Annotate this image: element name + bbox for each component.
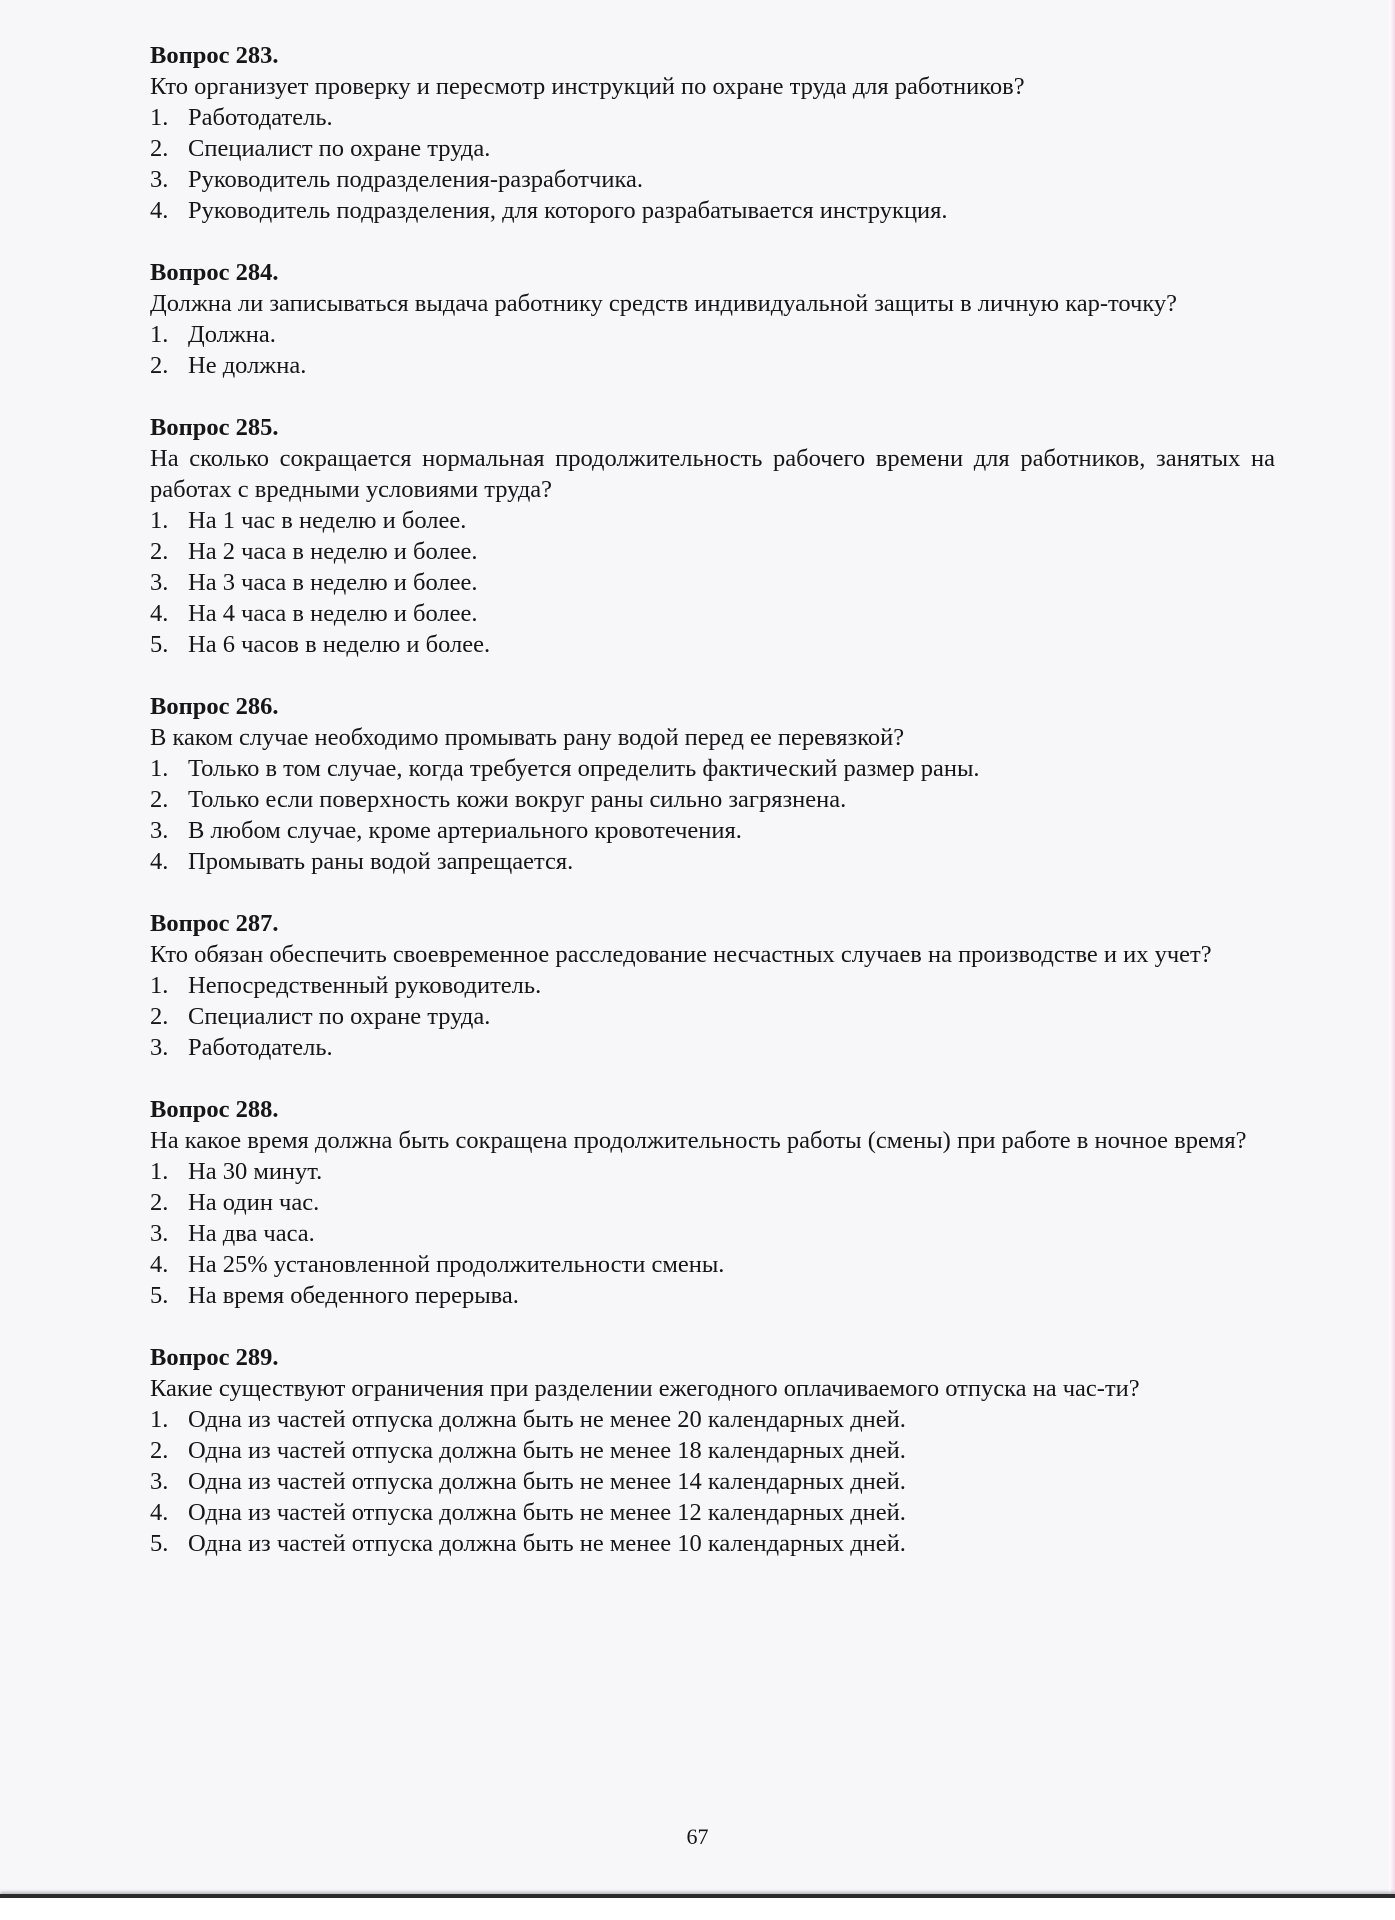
answer-option [150,815,1275,846]
question-title: Вопрос 284. [150,259,279,286]
answer-number: 5. [150,1282,169,1309]
question-title: Вопрос 288. [150,1096,279,1123]
answer-number: 5. [150,631,169,658]
question-block [150,1094,1275,1311]
answer-text: Руководитель подразделения-разработчика. [188,166,643,193]
answer-option [150,970,1275,1001]
answer-option [150,1497,1275,1528]
answer-option [150,1528,1275,1559]
answer-list [150,505,1275,660]
answer-number: 1. [150,1158,169,1185]
answer-option [150,1435,1275,1466]
answer-number: 2. [150,135,169,162]
question-text: Кто организует проверку и пересмотр инструкций по охране труда для работников? [150,73,1025,100]
answer-text: На 1 час в неделю и более. [188,507,467,534]
page-number: 67 [686,1824,709,1849]
answer-number: 2. [150,538,169,565]
answer-number: 4. [150,1251,169,1278]
answer-text: Одна из частей отпуска должна быть не менее 18 календарных дней. [188,1437,906,1464]
answer-number: 3. [150,166,169,193]
answer-list [150,102,1275,226]
answer-option [150,1156,1275,1187]
answer-option [150,319,1275,350]
answer-number: 2. [150,786,169,813]
question-title: Вопрос 285. [150,414,279,441]
question-title: Вопрос 289. [150,1344,279,1371]
answer-number: 2. [150,1003,169,1030]
answer-text: Специалист по охране труда. [188,135,491,162]
answer-text: На один час. [188,1189,320,1216]
answer-option [150,505,1275,536]
question-text: На какое время должна быть сокращена продолжительность работы (смены) при работе в ночное время? [150,1127,1247,1154]
answer-number: 3. [150,1468,169,1495]
answer-option [150,753,1275,784]
page-right-edge [1389,0,1395,1920]
answer-option [150,1032,1275,1063]
question-text: Кто обязан обеспечить своевременное расследование несчастных случаев на производстве и их учет? [150,941,1212,968]
answer-text: Должна. [188,321,276,348]
question-title: Вопрос 287. [150,910,279,937]
answer-text: На 25% установленной продолжительности смены. [188,1251,725,1278]
answer-text: На время обеденного перерыва. [188,1282,519,1309]
question-text: На сколько сокращается нормальная продолжительность рабочего времени для работников, занятых на работах с вредными условиями труда? [150,445,1275,503]
answer-text: Непосредственный руководитель. [188,972,542,999]
answer-option [150,1466,1275,1497]
answer-text: Работодатель. [188,1034,333,1061]
answer-text: Только если поверхность кожи вокруг раны сильно загрязнена. [188,786,847,813]
answer-option [150,1280,1275,1311]
answer-number: 3. [150,1034,169,1061]
answer-option [150,1249,1275,1280]
answer-number: 1. [150,104,169,131]
answer-list [150,753,1275,877]
answer-option [150,164,1275,195]
answer-text: Специалист по охране труда. [188,1003,491,1030]
question-block [150,1342,1275,1559]
answer-option [150,846,1275,877]
answer-text: Только в том случае, когда требуется определить фактический размер раны. [188,755,980,782]
answer-number: 4. [150,197,169,224]
answer-number: 5. [150,1530,169,1557]
question-text: Какие существуют ограничения при разделении ежегодного оплачиваемого отпуска на час-ти? [150,1375,1140,1402]
answer-text: На 30 минут. [188,1158,323,1185]
question-block [150,412,1275,660]
answer-number: 2. [150,1189,169,1216]
answer-number: 1. [150,972,169,999]
answer-number: 3. [150,1220,169,1247]
question-title: Вопрос 286. [150,693,279,720]
answer-number: 4. [150,600,169,627]
question-list [150,40,1275,1590]
answer-number: 3. [150,569,169,596]
answer-option [150,133,1275,164]
answer-text: Одна из частей отпуска должна быть не менее 12 календарных дней. [188,1499,906,1526]
answer-option [150,784,1275,815]
answer-text: Промывать раны водой запрещается. [188,848,574,875]
answer-number: 1. [150,755,169,782]
answer-option [150,350,1275,381]
scanner-bottom-edge [0,1894,1395,1920]
answer-option [150,195,1275,226]
answer-text: На два часа. [188,1220,315,1247]
answer-option [150,1001,1275,1032]
answer-text: Не должна. [188,352,307,379]
answer-number: 2. [150,352,169,379]
answer-option [150,536,1275,567]
answer-number: 2. [150,1437,169,1464]
answer-number: 1. [150,507,169,534]
answer-text: Одна из частей отпуска должна быть не менее 20 календарных дней. [188,1406,906,1433]
answer-text: Руководитель подразделения, для которого разрабатывается инструкция. [188,197,948,224]
answer-list [150,970,1275,1063]
answer-option [150,629,1275,660]
answer-text: В любом случае, кроме артериального кровотечения. [188,817,742,844]
answer-option [150,598,1275,629]
answer-number: 1. [150,1406,169,1433]
answer-option [150,1218,1275,1249]
answer-option [150,102,1275,133]
answer-number: 4. [150,1499,169,1526]
answer-number: 1. [150,321,169,348]
question-block [150,40,1275,226]
question-block [150,257,1275,381]
answer-option [150,567,1275,598]
answer-text: На 4 часа в неделю и более. [188,600,478,627]
answer-number: 4. [150,848,169,875]
answer-text: Одна из частей отпуска должна быть не менее 14 календарных дней. [188,1468,906,1495]
answer-option [150,1404,1275,1435]
answer-text: Одна из частей отпуска должна быть не менее 10 календарных дней. [188,1530,906,1557]
question-block [150,691,1275,877]
question-block [150,908,1275,1063]
answer-text: Работодатель. [188,104,333,131]
answer-number: 3. [150,817,169,844]
answer-option [150,1187,1275,1218]
answer-list [150,1404,1275,1559]
question-text: Должна ли записываться выдача работнику средств индивидуальной защиты в личную кар-точку? [150,290,1178,317]
question-text: В каком случае необходимо промывать рану водой перед ее перевязкой? [150,724,905,751]
answer-list [150,1156,1275,1311]
answer-text: На 2 часа в неделю и более. [188,538,478,565]
answer-list [150,319,1275,381]
answer-text: На 3 часа в неделю и более. [188,569,478,596]
answer-text: На 6 часов в неделю и более. [188,631,491,658]
question-title: Вопрос 283. [150,42,279,69]
